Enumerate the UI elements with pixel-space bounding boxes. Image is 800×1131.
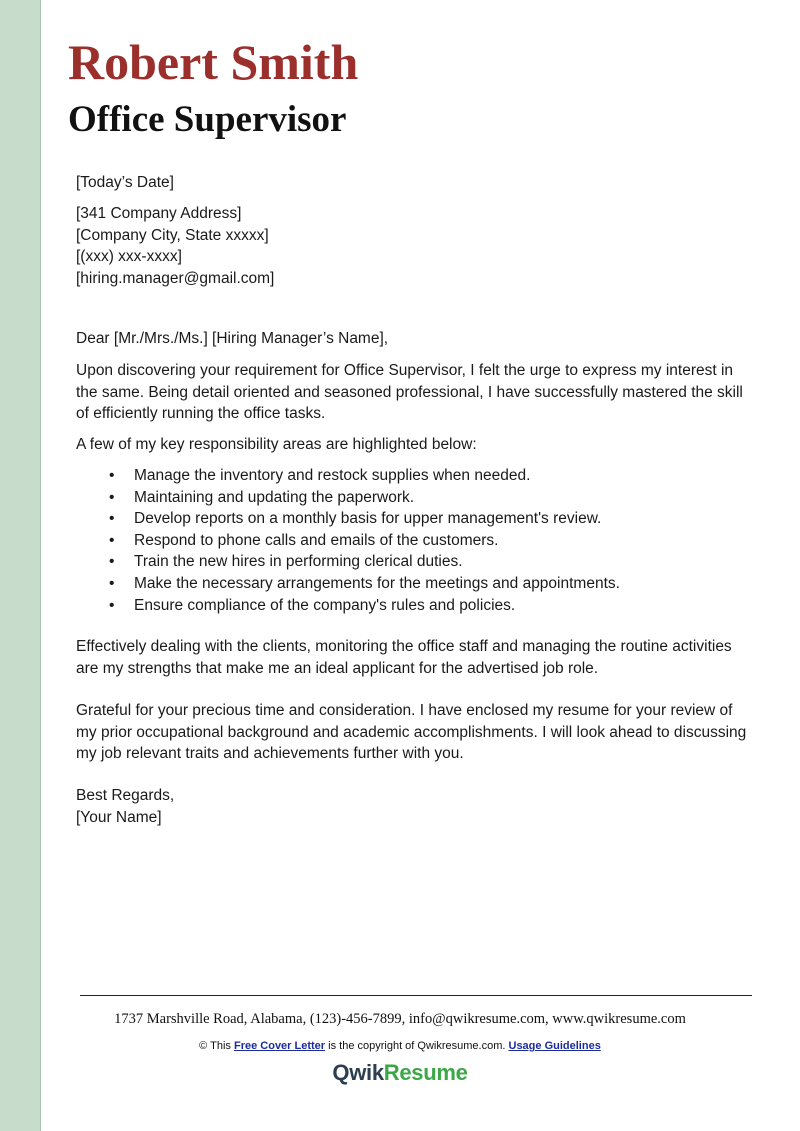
list-item: • Ensure compliance of the company's rules and policies.: [76, 595, 756, 617]
decorative-sidebar: [0, 0, 41, 1131]
responsibility-list: [76, 465, 756, 616]
intro-paragraph: Upon discovering your requirement for Office Supervisor, I felt the urge to express my interest in the same. Being detail oriented and seasoned professional, I have successfully mastered the skill of efficiently running the office tasks.: [76, 362, 743, 422]
qwikresume-logo[interactable]: QwikResume: [332, 1060, 468, 1085]
list-item: • Make the necessary arrangements for the meetings and appointments.: [76, 573, 756, 595]
bullets-intro: A few of my key responsibility areas are highlighted below:: [76, 436, 477, 453]
footer-address: 1737 Marshville Road, Alabama, (123)-456-7899, info@qwikresume.com, www.qwikresume.com: [114, 1011, 686, 1027]
footer-divider: [80, 995, 752, 996]
letter-date: [Today’s Date]: [76, 174, 174, 191]
closing-paragraph: Grateful for your precious time and consideration. I have enclosed my resume for your review of my prior occupational background and academic accomplishments. I will look ahead to discussing my job relevant traits and achievements further with you.: [76, 702, 747, 762]
list-item: • Manage the inventory and restock supplies when needed.: [76, 465, 756, 487]
signature-block: [76, 785, 756, 828]
recipient-address: [76, 203, 756, 289]
free-cover-letter-link[interactable]: Free Cover Letter: [233, 1040, 326, 1052]
applicant-name: Robert Smith: [68, 34, 359, 90]
address-line: [hiring.manager@gmail.com]: [76, 269, 275, 287]
list-item: • Respond to phone calls and emails of the customers.: [76, 530, 756, 552]
usage-guidelines-link[interactable]: Usage Guidelines: [508, 1040, 601, 1052]
signoff: Best Regards,: [76, 787, 175, 804]
salutation: Dear [Mr./Mrs./Ms.] [Hiring Manager’s Name],: [76, 330, 389, 347]
job-title: Office Supervisor: [68, 99, 347, 140]
signature-name: [Your Name]: [76, 808, 162, 826]
copyright-notice: © This Free Cover Letter is the copyright of Qwikresume.com. Usage Guidelines: [199, 1040, 601, 1052]
address-line: [341 Company Address]: [76, 205, 242, 222]
address-line: [(xxx) xxx-xxxx]: [76, 248, 182, 265]
list-item: • Develop reports on a monthly basis for upper management's review.: [76, 508, 756, 530]
list-item: • Maintaining and updating the paperwork.: [76, 487, 756, 509]
strengths-paragraph: Effectively dealing with the clients, monitoring the office staff and managing the routine activities are my strengths that make me an ideal applicant for the advertised job role.: [76, 638, 732, 677]
list-item: • Train the new hires in performing clerical duties.: [76, 551, 756, 573]
address-line: [Company City, State xxxxx]: [76, 226, 269, 244]
